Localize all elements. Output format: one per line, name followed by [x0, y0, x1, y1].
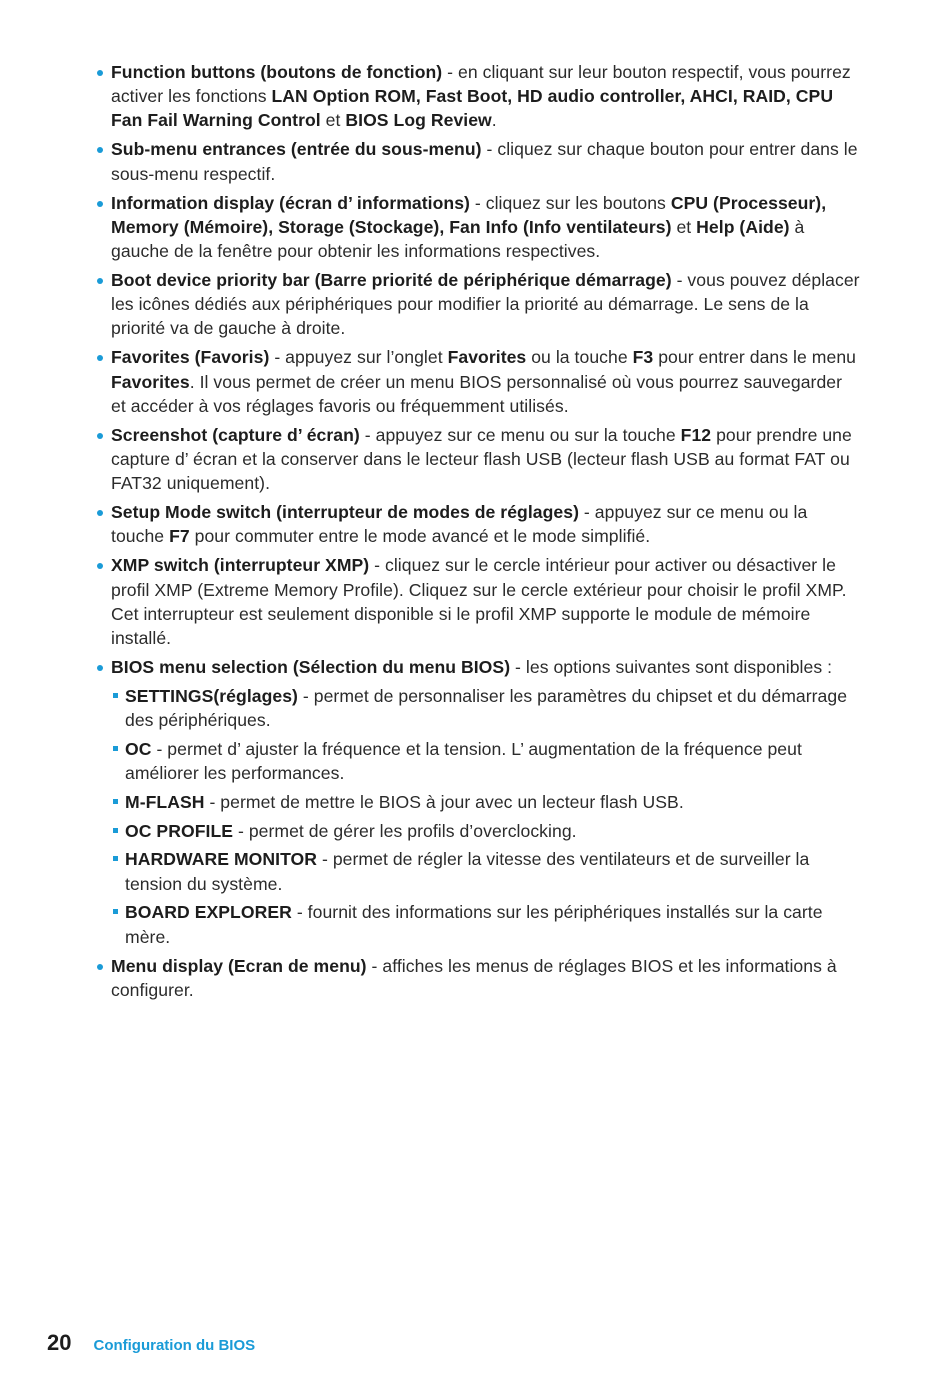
list-item: Setup Mode switch (interrupteur de modes de réglages) - appuyez sur ce menu ou la touche F7 pour commuter entre le mode avancé et le mode simplifié. — [96, 500, 860, 548]
sub-list-item: HARDWARE MONITOR - permet de régler la vitesse des ventilateurs et de surveiller la tension du système. — [111, 847, 860, 895]
section-title: Configuration du BIOS — [93, 1337, 256, 1354]
feature-list — [96, 60, 860, 1002]
list-item: Favorites (Favoris) - appuyez sur l’onglet Favorites ou la touche F3 pour entrer dans le menu Favorites. Il vous permet de créer un menu BIOS personnalisé où vous pourrez sauvegarder et accéder à vos réglages favoris ou fréquemment utilisés. — [96, 345, 860, 418]
item-title: Function buttons (boutons de fonction) — [111, 62, 443, 82]
page-footer — [47, 1330, 255, 1356]
item-title: Favorites (Favoris) — [111, 347, 270, 368]
sub-list-item: OC - permet d’ ajuster la fréquence et la tension. L’ augmentation de la fréquence peut améliorer les performances. — [111, 737, 860, 785]
item-title: Screenshot (capture d’ écran) — [111, 424, 360, 445]
sub-list-item: M-FLASH - permet de mettre le BIOS à jour avec un lecteur flash USB. — [111, 790, 860, 814]
list-item: Sub-menu entrances (entrée du sous-menu) - cliquez sur chaque bouton pour entrer dans le sous-menu respectif. — [96, 137, 860, 185]
bios-menu-list — [111, 684, 860, 949]
sub-item-title: OC — [125, 738, 152, 759]
page-number: 20 — [47, 1330, 72, 1355]
sub-item-title: BOARD EXPLORER — [125, 902, 292, 923]
item-title: Boot device priority bar (Barre priorité de périphérique démarrage) — [111, 270, 672, 291]
list-item: XMP switch (interrupteur XMP) - cliquez sur le cercle intérieur pour activer ou désactiver le profil XMP (Extreme Memory Profile). Cliquez sur le cercle extérieur pour choisir le profil XMP. Cet interrupteur est seulement disponible si le profil XMP supporte le module de mémoire installé. — [96, 553, 860, 650]
item-title: BIOS menu selection (Sélection du menu BIOS) — [111, 657, 511, 678]
list-item: Information display (écran d’ informations) - cliquez sur les boutons CPU (Processeur), Memory (Mémoire), Storage (Stockage), Fan Info (Info ventilateurs) et Help (Aide) à gauche de la fenêtre pour obtenir les informations respectives. — [96, 191, 860, 264]
item-title: Information display (écran d’ informations) — [111, 192, 470, 213]
document-body — [96, 60, 860, 1007]
sub-list-item: BOARD EXPLORER - fournit des informations sur les périphériques installés sur la carte mère. — [111, 900, 860, 948]
list-item: Boot device priority bar (Barre priorité de périphérique démarrage) - vous pouvez déplacer les icônes dédiés aux périphériques pour modifier la priorité au démarrage. Le sens de la priorité va de gauche à droite. — [96, 268, 860, 341]
sub-list-item: SETTINGS(réglages) - permet de personnaliser les paramètres du chipset et du démarrage des périphériques. — [111, 684, 860, 732]
sub-item-title: OC PROFILE — [125, 820, 234, 841]
list-item: BIOS menu selection (Sélection du menu BIOS) - les options suivantes sont disponibles : SETTINGS(réglages) - permet de personnaliser les paramètres du chipset et du démarrage des périphériques. OC - permet d’ ajuster la fréquence et la tension. L’ augmentation de la fréquence peut améliorer les performances. M-FLASH - permet de mettre le BIOS à jour avec un lecteur flash USB. OC PROFILE - permet de gérer les profils d’overclocking. HARDWARE MONITOR - permet de régler la vitesse des ventilateurs et de surveiller la tension du système. BOARD EXPLORER - fournit des informations sur les périphériques installés sur la carte mère. — [96, 655, 860, 949]
sub-item-title: M-FLASH — [125, 791, 205, 812]
list-item: Screenshot (capture d’ écran) - appuyez sur ce menu ou sur la touche F12 pour prendre une capture d’ écran et la conserver dans le lecteur flash USB (lecteur flash USB au format FAT ou FAT32 uniquement). — [96, 423, 860, 496]
item-title: XMP switch (interrupteur XMP) — [111, 555, 370, 576]
list-item: Menu display (Ecran de menu) - affiches les menus de réglages BIOS et les informations à configurer. — [96, 954, 860, 1002]
item-title: Menu display (Ecran de menu) — [111, 955, 367, 976]
sub-item-title: SETTINGS(réglages) — [125, 685, 298, 706]
list-item: Function buttons (boutons de fonction) - en cliquant sur leur bouton respectif, vous pourrez activer les fonctions LAN Option ROM, Fast Boot, HD audio controller, AHCI, RAID, CPU Fan Fail Warning Control et BIOS Log Review. — [96, 60, 860, 133]
item-title: Sub-menu entrances (entrée du sous-menu) — [111, 139, 482, 160]
sub-list-item: OC PROFILE - permet de gérer les profils d’overclocking. — [111, 819, 860, 843]
sub-item-title: HARDWARE MONITOR — [125, 849, 318, 870]
item-title: Setup Mode switch (interrupteur de modes de réglages) — [111, 502, 579, 523]
